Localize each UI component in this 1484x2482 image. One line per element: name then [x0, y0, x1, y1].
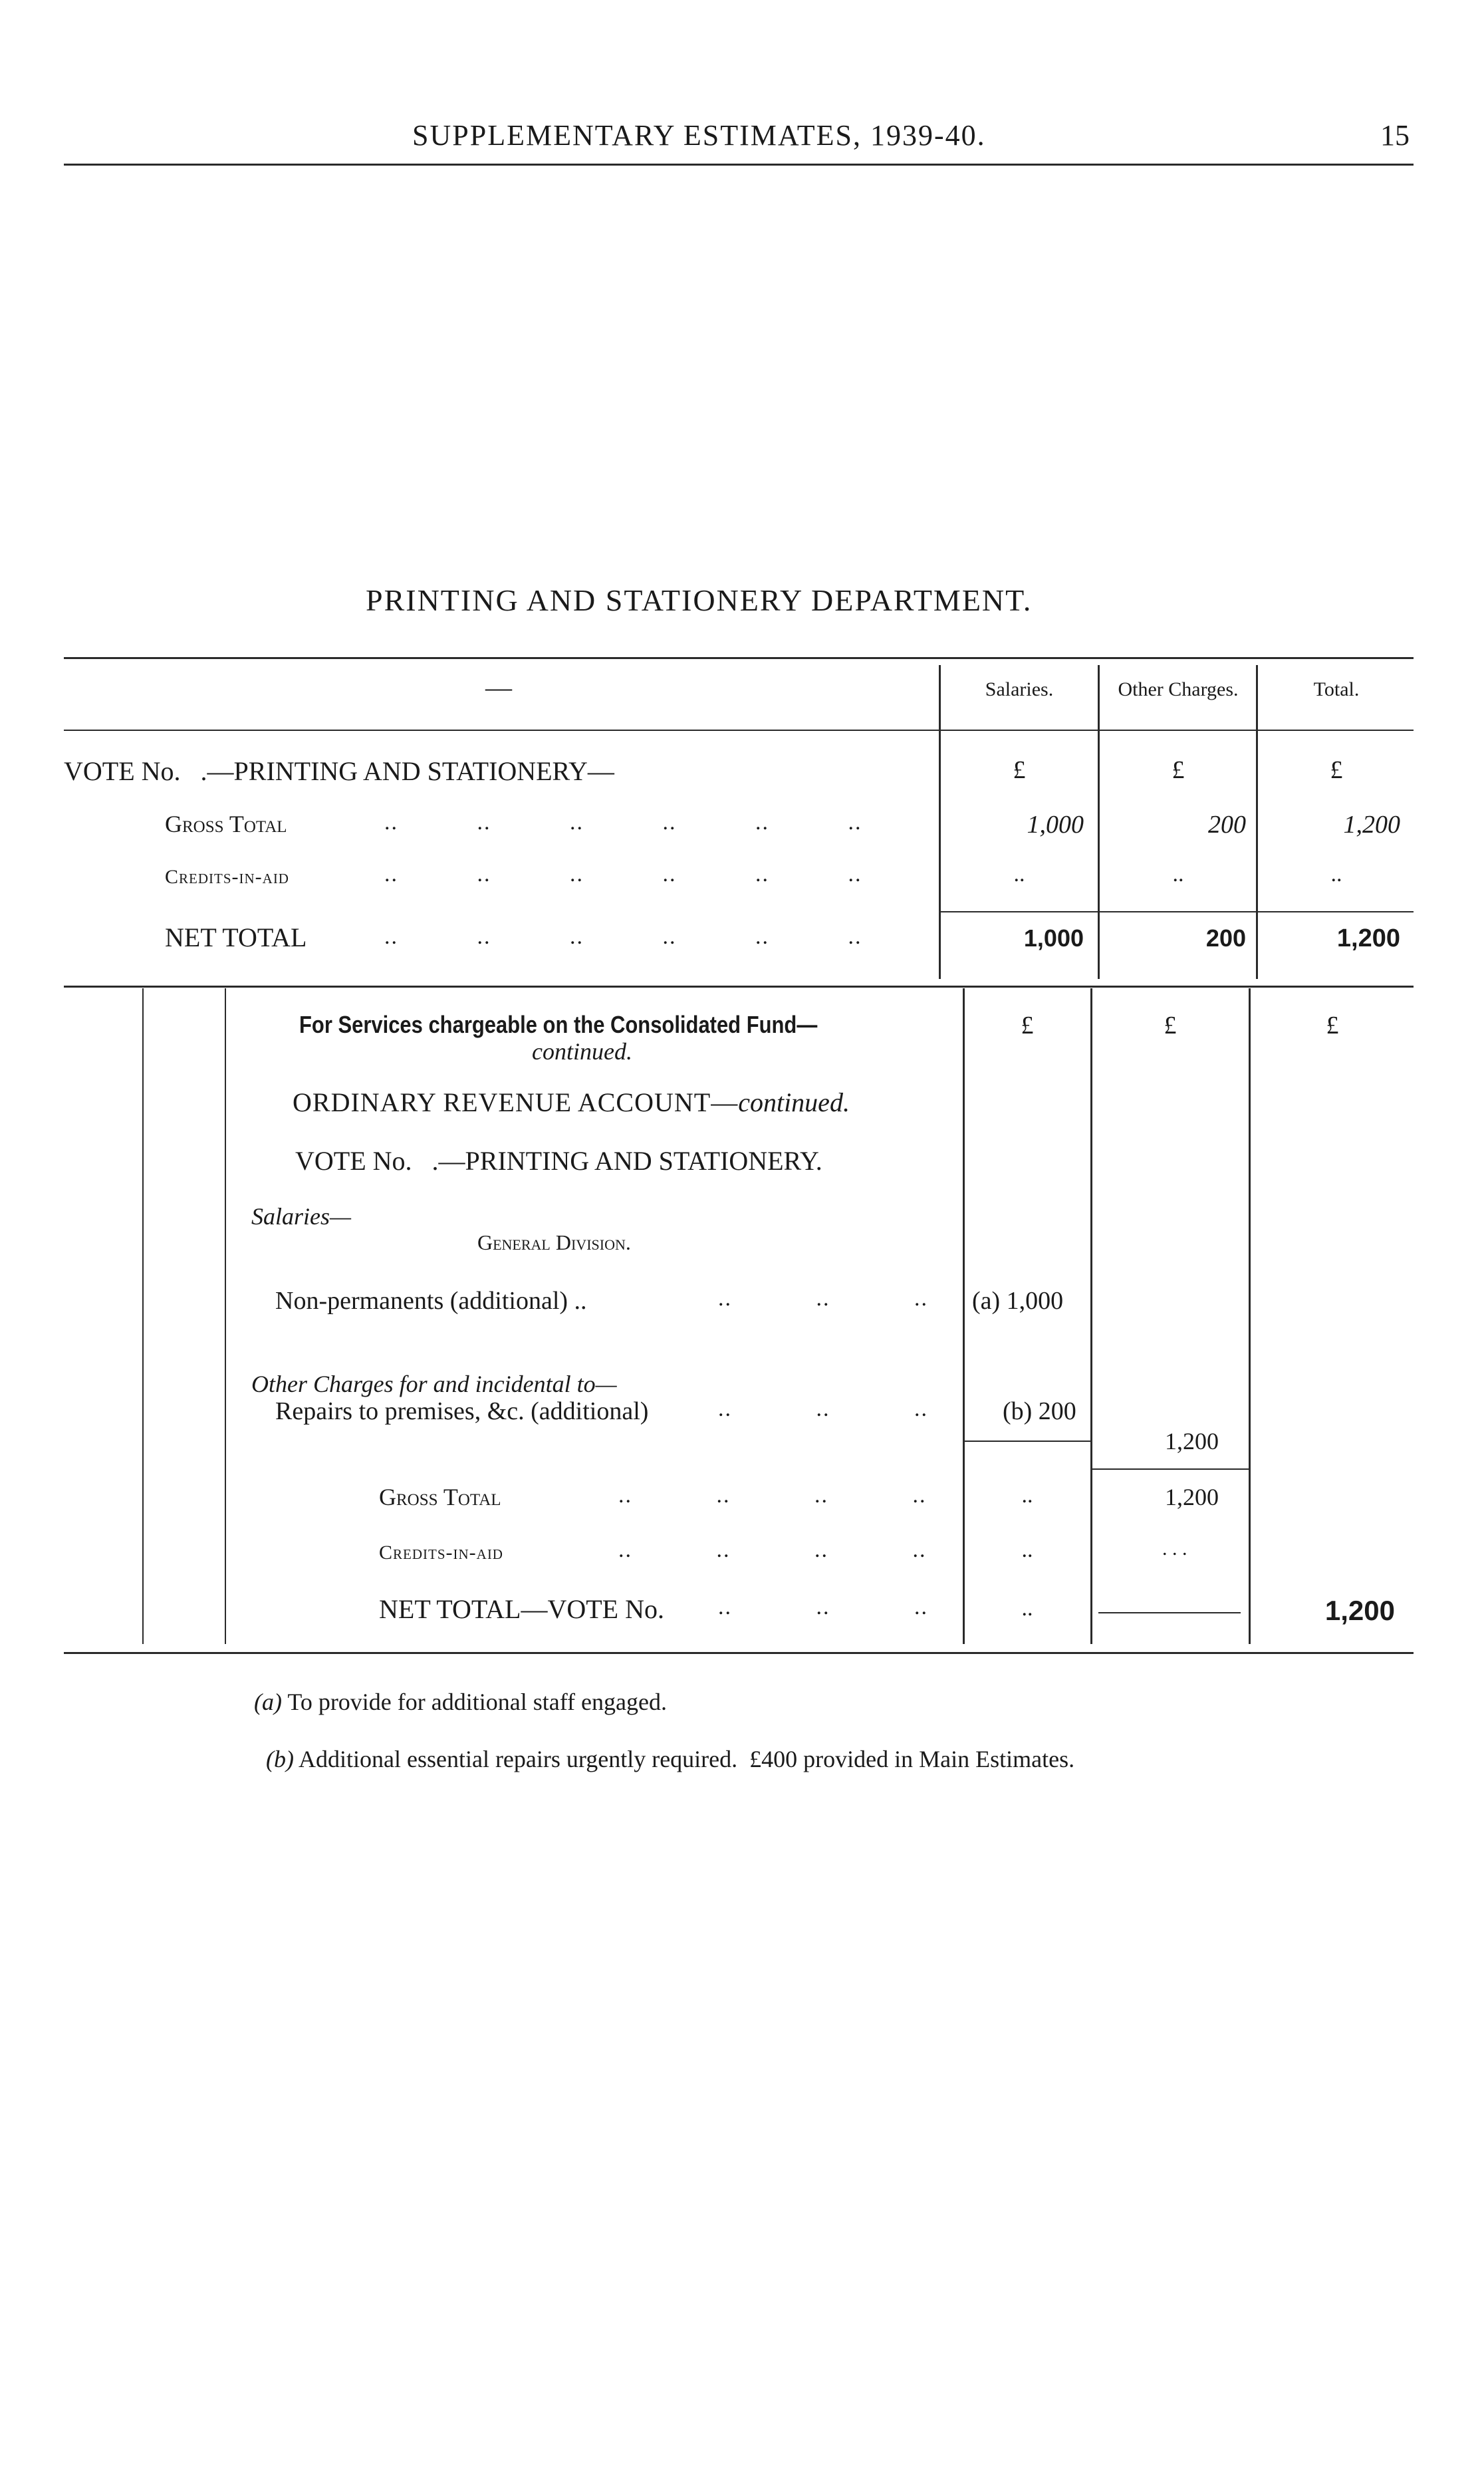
detail-account-line — [293, 1087, 850, 1118]
detail-col-divider-3 — [1249, 988, 1251, 1644]
detail-net-total-dots: .. .. .. — [718, 1595, 928, 1619]
detail-bottom-rule — [64, 1652, 1414, 1654]
summary-credits-dots: .. .. .. .. .. .. — [384, 862, 862, 887]
summary-vote-line: VOTE No. .—PRINTING AND STATIONERY— — [64, 756, 614, 786]
detail-salaries-heading: Salaries— — [251, 1203, 352, 1230]
detail-repairs-dots: .. .. .. — [718, 1397, 928, 1421]
detail-non-permanents-value: (a) 1,000 — [972, 1287, 1064, 1315]
summary-net-total-other: 200 — [1205, 924, 1246, 952]
summary-bottom-rule — [64, 986, 1414, 988]
detail-vote-line: VOTE No. .—PRINTING AND STATIONERY. — [295, 1146, 822, 1176]
footnote-b-text: Additional essential repairs urgently required. £400 provided in Main Estimates. — [299, 1746, 1075, 1772]
summary-gross-total-label: Gross Total — [165, 811, 287, 837]
detail-non-permanents-dots: .. .. .. — [718, 1286, 928, 1311]
detail-heading-line1: For Services chargeable on the Consolidated Fund— — [299, 1011, 818, 1038]
detail-credits-dots: .. .. .. .. — [618, 1538, 927, 1562]
footnote-a-text: To provide for additional staff engaged. — [287, 1689, 667, 1715]
running-header-title: SUPPLEMENTARY ESTIMATES, 1939-40. — [412, 119, 986, 152]
footnote-b-mark: (b) — [266, 1746, 294, 1772]
detail-general-division: General Division. — [477, 1230, 631, 1254]
detail-other-subtotal-rule — [1090, 1468, 1249, 1470]
summary-gross-total-other: 200 — [1208, 811, 1246, 839]
summary-currency-other: £ — [1172, 756, 1185, 784]
summary-credits-salaries: .. — [1013, 862, 1025, 887]
detail-repairs-label: Repairs to premises, &c. (additional) — [275, 1397, 649, 1425]
summary-gross-total-total: 1,200 — [1343, 811, 1400, 839]
detail-gross-total-dots: .. .. .. .. — [618, 1483, 927, 1508]
summary-currency-total: £ — [1330, 756, 1343, 784]
summary-net-total-salaries: 1,000 — [1023, 924, 1084, 952]
summary-header-other-charges: Other Charges. — [1118, 678, 1239, 700]
detail-salaries-subtotal-rule — [963, 1441, 1090, 1442]
page-number: 15 — [1380, 119, 1410, 152]
detail-currency-salaries: £ — [1021, 1012, 1034, 1039]
detail-left-border-1 — [142, 988, 144, 1644]
detail-credits-salaries: .. — [1021, 1538, 1033, 1562]
detail-currency-total: £ — [1326, 1012, 1339, 1039]
summary-net-total-label: NET TOTAL — [165, 922, 307, 952]
summary-gross-total-dots: .. .. .. .. .. .. — [384, 810, 862, 835]
summary-top-rule — [64, 657, 1414, 659]
detail-subtotal-other: 1,200 — [1165, 1428, 1219, 1454]
detail-credits-other: . . . — [1162, 1538, 1187, 1560]
summary-gross-total-salaries: 1,000 — [1027, 811, 1084, 839]
summary-credits-total: .. — [1330, 862, 1342, 887]
detail-col-divider-1 — [963, 988, 965, 1644]
summary-currency-salaries: £ — [1013, 756, 1026, 784]
detail-left-border-2 — [225, 988, 226, 1644]
detail-currency-other: £ — [1164, 1012, 1177, 1039]
detail-account-continued: continued. — [738, 1087, 850, 1117]
department-title: PRINTING AND STATIONERY DEPARTMENT. — [366, 583, 1033, 617]
detail-account-main: ORDINARY REVENUE ACCOUNT— — [293, 1087, 739, 1117]
summary-net-total-total: 1,200 — [1336, 924, 1400, 952]
summary-header-dash: — — [485, 672, 512, 702]
detail-net-total-other-rule — [1098, 1612, 1241, 1613]
detail-other-charges-heading: Other Charges for and incidental to— — [251, 1371, 617, 1397]
detail-gross-total-other: 1,200 — [1165, 1484, 1219, 1510]
detail-credits-label: Credits-in-aid — [379, 1542, 503, 1564]
detail-repairs-value: (b) 200 — [1003, 1397, 1076, 1425]
summary-header-salaries: Salaries. — [985, 678, 1054, 700]
summary-credits-other: .. — [1172, 862, 1184, 887]
summary-col-divider-3 — [1256, 665, 1258, 979]
summary-subtotal-rule — [939, 911, 1414, 912]
footnote-a — [254, 1688, 667, 1716]
summary-net-total-dots: .. .. .. .. .. .. — [384, 924, 862, 949]
summary-credits-label: Credits-in-aid — [165, 866, 289, 888]
footnote-a-mark: (a) — [254, 1689, 282, 1715]
summary-header-rule — [64, 730, 1414, 731]
detail-net-total-total: 1,200 — [1324, 1595, 1395, 1626]
detail-gross-total-label: Gross Total — [379, 1484, 501, 1510]
summary-col-divider-2 — [1098, 665, 1100, 979]
detail-net-total-salaries: .. — [1021, 1596, 1033, 1621]
detail-net-total-label: NET TOTAL—VOTE No. — [379, 1594, 664, 1624]
footnote-b — [254, 1717, 1074, 1773]
detail-gross-total-salaries: .. — [1021, 1483, 1033, 1508]
detail-non-permanents-label: Non-permanents (additional) .. — [275, 1287, 587, 1315]
detail-heading-line2: continued. — [532, 1038, 632, 1065]
summary-header-total: Total. — [1313, 678, 1360, 700]
summary-col-divider-1 — [939, 665, 941, 979]
header-rule — [64, 164, 1414, 166]
detail-col-divider-2 — [1090, 988, 1092, 1644]
